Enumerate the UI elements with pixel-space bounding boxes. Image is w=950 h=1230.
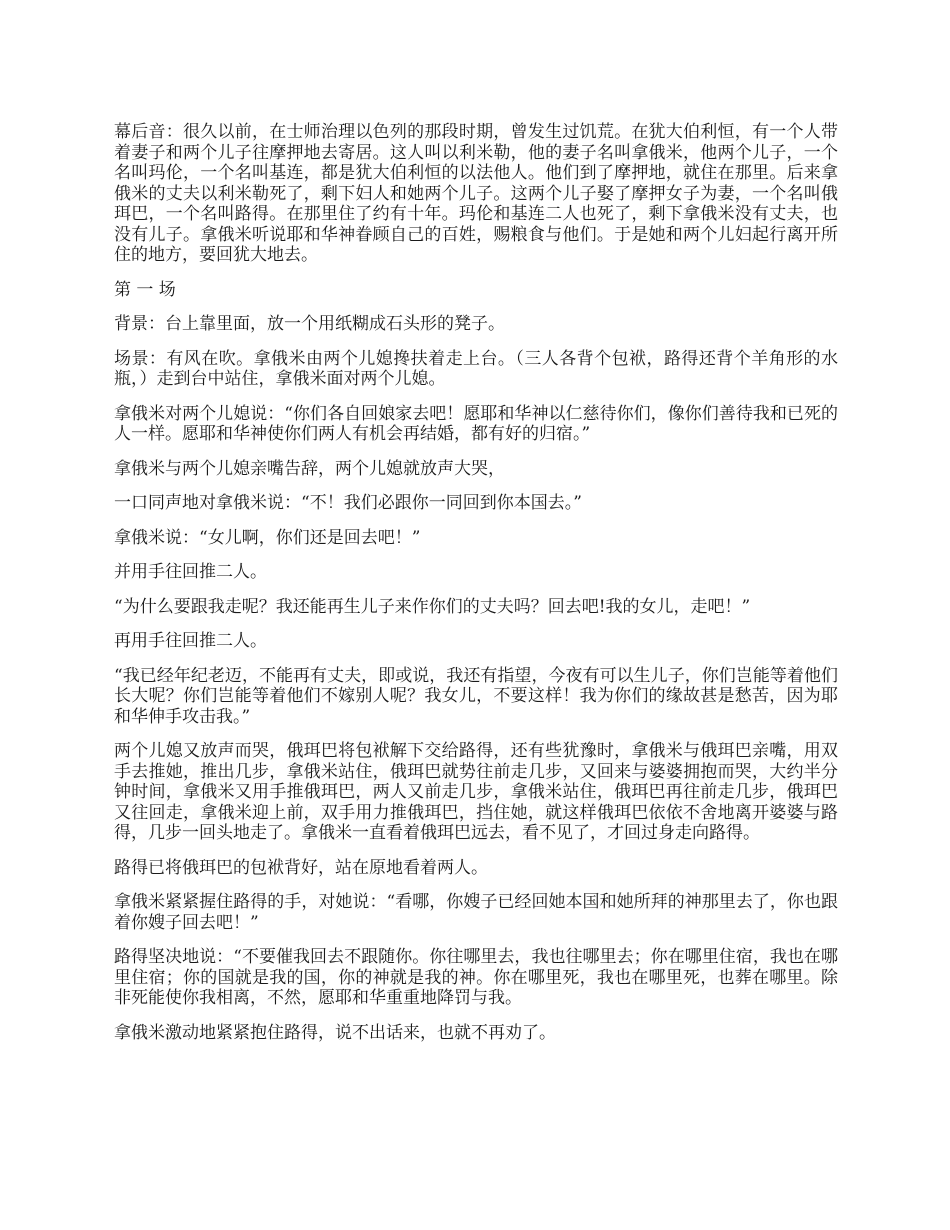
background-paragraph: 背景：台上靠里面，放一个用纸糊成石头形的凳子。 — [114, 314, 505, 334]
dialogue-paragraph: “我已经年纪老迈，不能再有丈夫，即或说，我还有指望，今夜有可以生儿子，你们岂能等着他们长大呢？你们岂能等着他们不嫁别人呢？我女儿，不要这样！我为你们的缘故甚是愁苦，因为耶和华伸手攻击我。” — [114, 665, 838, 727]
narration-paragraph: 幕后音：很久以前，在士师治理以色列的那段时期，曾发生过饥荒。在犹大伯利恒，有一个人带着妻子和两个儿子往摩押地去寄居。这人叫以利米勒，他的妻子名叫拿俄米，他两个儿子，一个名叫玛伦，一个名叫基连，都是犹大伯利恒的以法他人。他们到了摩押地，就住在那里。后来拿俄米的丈夫以利米勒死了，剩下妇人和她两个儿子。这两个儿子娶了摩押女子为妻，一个名叫俄珥巴，一个名叫路得。在那里住了约有十年。玛伦和基连二人也死了，剩下拿俄米没有丈夫，也没有儿子。拿俄米听说耶和华神眷顾自己的百姓，赐粮食与他们。于是她和两个儿妇起行离开所住的地方，要回犹大地去。 — [114, 122, 838, 265]
action-paragraph: 再用手往回推二人。 — [114, 631, 267, 651]
scene-paragraph: 场景：有风在吹。拿俄米由两个儿媳搀扶着走上台。（三人各背个包袱，路得还背个羊角形的水瓶，）走到台中站住，拿俄米面对两个儿媳。 — [114, 348, 838, 389]
dialogue-paragraph: 拿俄米说：“女儿啊，你们还是回去吧！” — [114, 527, 421, 548]
action-paragraph: 拿俄米激动地紧紧抱住路得，说不出话来，也就不再劝了。 — [114, 1022, 556, 1043]
dialogue-paragraph: 拿俄米对两个儿媳说：“你们各自回娘家去吧！愿耶和华神以仁慈待你们，像你们善待我和已死的人一样。愿耶和华神使你们两人有机会再结婚，都有好的归宿。” — [114, 403, 838, 444]
scene-heading: 第 一 场 — [114, 279, 176, 300]
dialogue-paragraph: 路得坚决地说：“不要催我回去不跟随你。你往哪里去，我也往哪里去；你在哪里住宿，我也在哪里住宿；你的国就是我的国，你的神就是我的神。你在哪里死，我也在哪里死，也葬在哪里。除非死能使你我相离，不然，愿耶和华重重地降罚与我。 — [114, 947, 838, 1008]
dialogue-paragraph: “为什么要跟我走呢？我还能再生儿子来作你们的丈夫吗？回去吧!我的女儿，走吧！” — [114, 596, 751, 617]
dialogue-paragraph: 一口同声地对拿俄米说：“不！我们必跟你一同回到你本国去。” — [114, 493, 582, 513]
action-paragraph: 并用手往回推二人。 — [114, 562, 267, 582]
action-paragraph: 路得已将俄珥巴的包袱背好，站在原地看着两人。 — [114, 857, 488, 878]
action-paragraph: 两个儿媳又放声而哭，俄珥巴将包袱解下交给路得，还有些犹豫时，拿俄米与俄珥巴亲嘴，用双手去推她，推出几步，拿俄米站住，俄珥巴就势往前走几步，又回来与婆婆拥抱而哭，大约半分钟时间，拿俄米又用手推俄珥巴，两人又前走几步，拿俄米站住，俄珥巴再往前走几步，俄珥巴又往回走，拿俄米迎上前，双手用力推俄珥巴，挡住她，就这样俄珥巴依依不舍地离开婆婆与路得，几步一回头地走了。拿俄米一直看着俄珥巴远去，看不见了，才回过身走向路得。 — [114, 741, 838, 843]
dialogue-paragraph: 拿俄米紧紧握住路得的手，对她说：“看哪，你嫂子已经回她本国和她所拜的神那里去了，你也跟着你嫂子回去吧！” — [114, 892, 838, 933]
action-paragraph: 拿俄米与两个儿媳亲嘴告辞，两个儿媳就放声大哭， — [114, 458, 505, 479]
